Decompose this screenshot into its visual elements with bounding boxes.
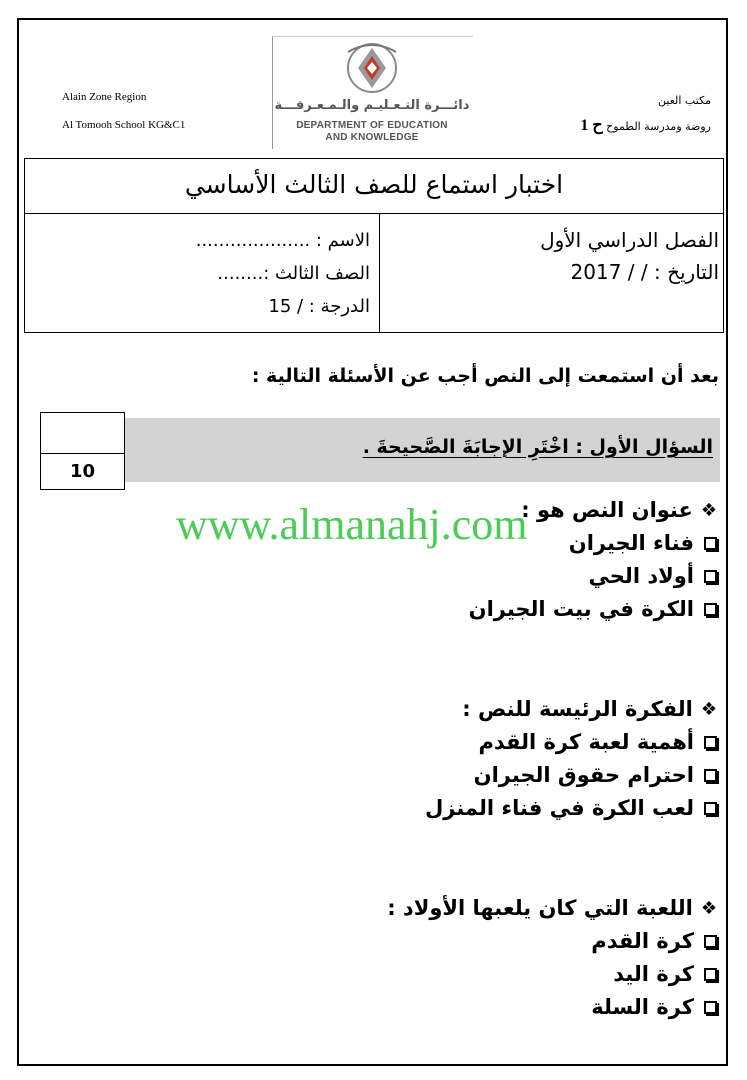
checkbox-icon[interactable] — [704, 769, 717, 782]
score-field: الدرجة : / 15 — [268, 296, 370, 317]
student-fields — [165, 224, 370, 323]
exam-title: اختبار استماع للصف الثالث الأساسي — [24, 158, 724, 214]
class-field: الصف الثالث :........ — [217, 263, 370, 284]
option-label: كرة اليد — [613, 962, 694, 986]
question-stem: الفكرة الرئيسة للنص : — [462, 697, 693, 721]
checkbox-icon[interactable] — [704, 537, 717, 550]
option-label: احترام حقوق الجيران — [473, 763, 694, 787]
checkbox-icon[interactable] — [704, 802, 717, 815]
instruction-text: بعد أن استمعت إلى النص أجب عن الأسئلة التالية : — [251, 365, 719, 387]
checkbox-icon[interactable] — [704, 1001, 717, 1014]
zone-label: Alain Zone Region — [62, 91, 147, 103]
diamond-bullet-icon: ❖ — [700, 499, 717, 521]
checkbox-icon[interactable] — [704, 603, 717, 616]
question-title: السؤال الأول : اخْتَرِ الإجابَةَ الصَّحيحةَ . — [362, 436, 713, 458]
question-3 — [387, 896, 717, 1019]
score-box — [40, 412, 125, 490]
exam-meta — [379, 224, 719, 288]
student-info-box — [24, 213, 724, 333]
option-label: الكرة في بيت الجيران — [468, 597, 694, 621]
option-row[interactable] — [469, 564, 717, 588]
option-row[interactable] — [387, 929, 717, 953]
question-2 — [425, 697, 717, 820]
option-label: كرة القدم — [591, 929, 694, 953]
option-label: كرة السلة — [591, 995, 694, 1019]
checkbox-icon[interactable] — [704, 935, 717, 948]
semester-label: الفصل الدراسي الأول — [540, 228, 719, 252]
question-score: 10 — [69, 461, 96, 482]
option-row[interactable] — [425, 763, 717, 787]
option-label: لعب الكرة في فناء المنزل — [425, 796, 694, 820]
checkbox-icon[interactable] — [704, 736, 717, 749]
diamond-bullet-icon: ❖ — [700, 897, 717, 919]
question-stem: اللعبة التي كان يلعبها الأولاد : — [387, 896, 693, 920]
option-row[interactable] — [425, 730, 717, 754]
option-label: أولاد الحي — [588, 564, 694, 588]
date-field: التاريخ : / / 2017 — [570, 260, 719, 284]
falcon-emblem-icon — [336, 38, 408, 96]
school-arabic-label — [580, 115, 711, 135]
logo-arabic-text: دائـــرة التـعـليـم والـمـعـرفـــة — [274, 98, 470, 113]
option-label: أهمية لعبة كرة القدم — [478, 730, 694, 754]
checkbox-icon[interactable] — [704, 968, 717, 981]
option-row[interactable] — [469, 597, 717, 621]
school-label: Al Tomooh School KG&C1 — [62, 119, 186, 131]
option-row[interactable] — [425, 796, 717, 820]
option-row[interactable] — [387, 995, 717, 1019]
ministry-logo — [272, 36, 472, 148]
checkbox-icon[interactable] — [704, 570, 717, 583]
diamond-bullet-icon: ❖ — [700, 698, 717, 720]
grade-level-label: ح 1 — [580, 117, 603, 134]
option-row[interactable] — [387, 962, 717, 986]
header-left — [62, 92, 185, 131]
option-label: فناء الجيران — [568, 531, 694, 555]
office-label: مكتب العين — [658, 94, 711, 107]
logo-english-line2: AND KNOWLEDGE — [325, 132, 419, 143]
watermark: www.almanahj.com — [176, 500, 528, 549]
name-field: الاسم : .................... — [195, 230, 370, 251]
logo-english-line1: DEPARTMENT OF EDUCATION — [296, 120, 448, 131]
school-arabic-name: روضة ومدرسة الطموح — [606, 120, 711, 133]
score-box-divider — [41, 453, 124, 454]
header-right — [580, 94, 711, 135]
question-stem: عنوان النص هو : — [521, 498, 693, 522]
